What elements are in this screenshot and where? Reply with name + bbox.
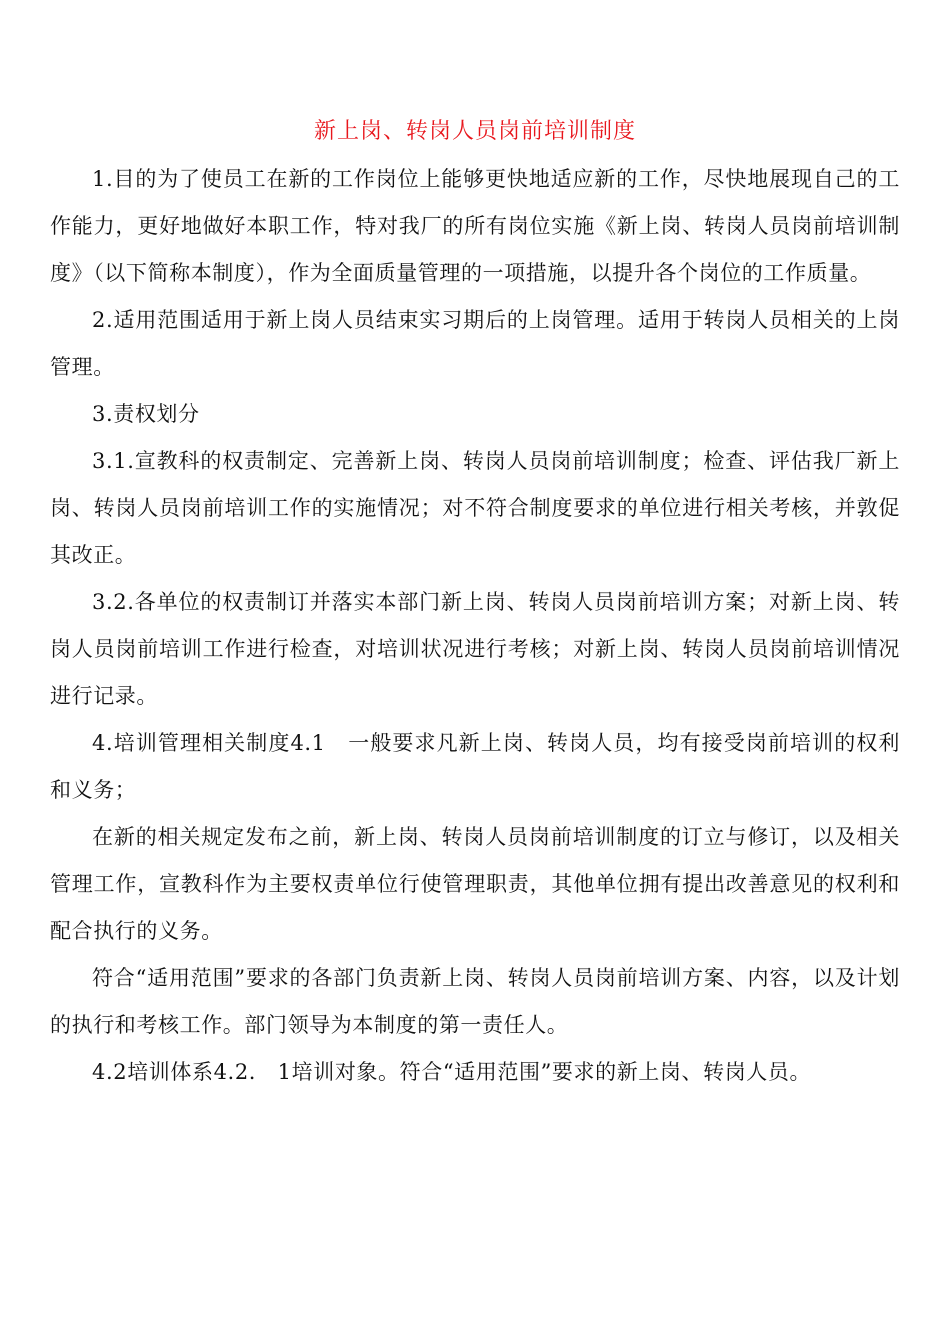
document-title: 新上岗、转岗人员岗前培训制度 xyxy=(313,119,636,144)
paragraph-regulation-management: 在新的相关规定发布之前，新上岗、转岗人员岗前培训制度的订立与修订，以及相关管理工作，宣教科作为主要权责单位行使管理职责，其他单位拥有提出改善意见的权利和配合执行的义务。 xyxy=(50,825,900,943)
paragraph-responsibility-heading: 3.责权划分 xyxy=(92,402,200,426)
paragraph-unit-duties: 3.2.各单位的权责制订并落实本部门新上岗、转岗人员岗前培训方案；对新上岗、转岗人员岗前培训工作进行检查，对培训状况进行考核；对新上岗、转岗人员岗前培训情况进行记录。 xyxy=(50,590,900,708)
paragraph-department-responsibility: 符合“适用范围”要求的各部门负责新上岗、转岗人员岗前培训方案、内容，以及计划的执行和考核工作。部门领导为本制度的第一责任人。 xyxy=(50,966,900,1037)
paragraph-scope: 2.适用范围适用于新上岗人员结束实习期后的上岗管理。适用于转岗人员相关的上岗管理。 xyxy=(50,308,900,379)
paragraph-training-general: 4.培训管理相关制度4.1 一般要求凡新上岗、转岗人员，均有接受岗前培训的权利和义务； xyxy=(50,731,900,802)
paragraph-training-system: 4.2培训体系4.2. 1培训对象。符合“适用范围”要求的新上岗、转岗人员。 xyxy=(92,1060,812,1084)
paragraph-purpose: 1.目的为了使员工在新的工作岗位上能够更快地适应新的工作，尽快地展现自己的工作能力，更好地做好本职工作，特对我厂的所有岗位实施《新上岗、转岗人员岗前培训制度》（以下简称本制度），作为全面质量管理的一项措施，以提升各个岗位的工作质量。 xyxy=(50,167,900,285)
paragraph-education-dept-duties: 3.1.宣教科的权责制定、完善新上岗、转岗人员岗前培训制度；检查、评估我厂新上岗、转岗人员岗前培训工作的实施情况；对不符合制度要求的单位进行相关考核，并敦促其改正。 xyxy=(50,449,900,567)
